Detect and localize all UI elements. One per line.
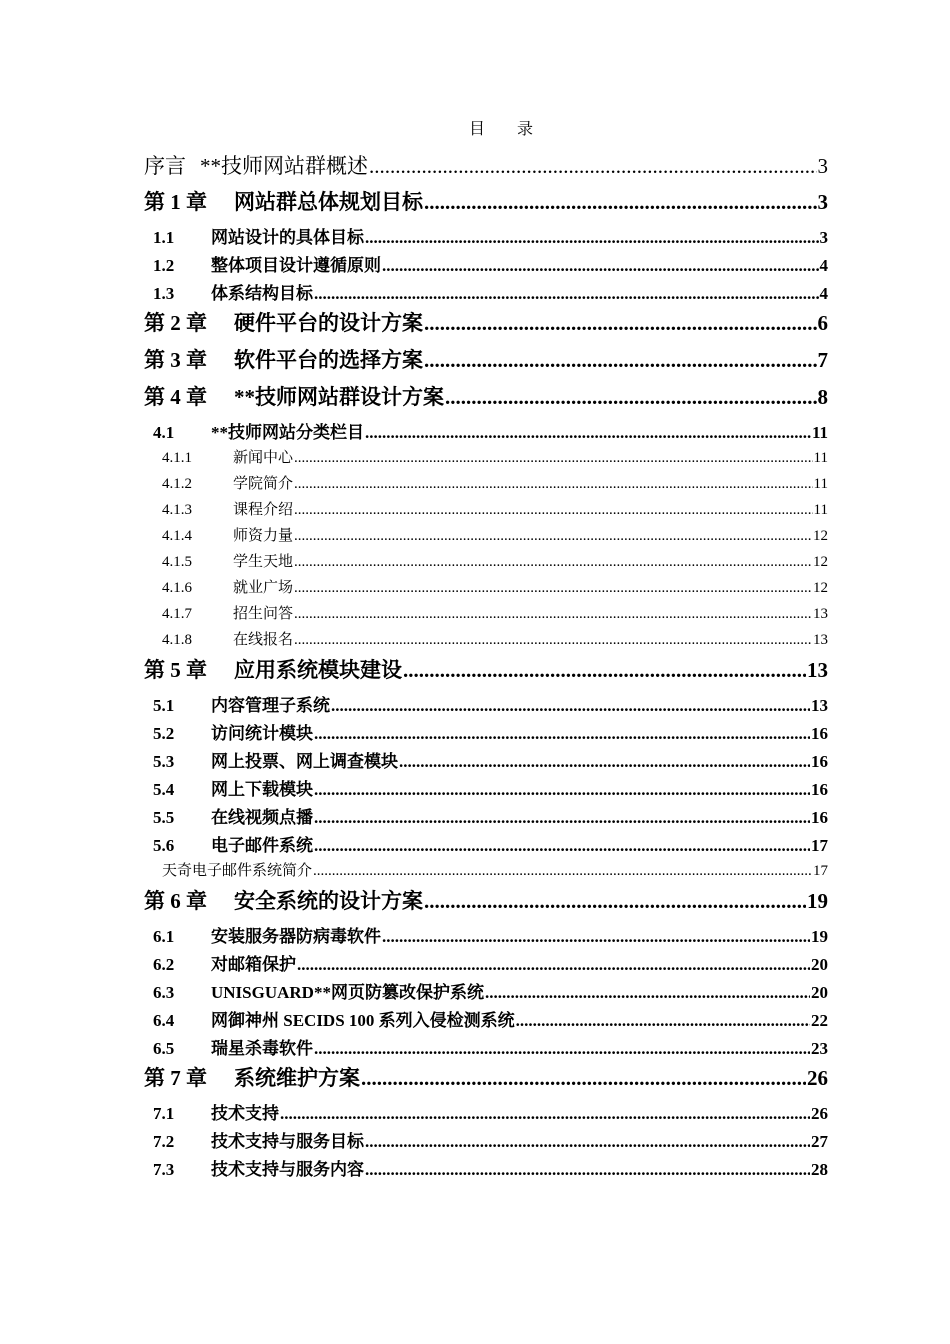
toc-entry-title: 内容管理子系统 (211, 696, 330, 715)
toc-entry-title: 师资力量 (233, 528, 294, 544)
toc-entry-title: **技师网站群设计方案 (234, 385, 444, 409)
toc-entry-title: 新闻中心 (233, 450, 294, 466)
toc-entry-number: 4.1.6 (162, 580, 192, 596)
toc-entry-number: 5.5 (153, 808, 175, 827)
toc-entry-title: 安装服务器防病毒软件 (211, 927, 381, 946)
dot-leader (314, 836, 810, 856)
toc-entry-number: 5.3 (153, 752, 175, 771)
toc-entry-page: 17 (813, 863, 828, 879)
toc-entry[interactable] (144, 628, 828, 654)
dot-leader (424, 311, 817, 336)
toc-entry-number: 第 1 章 (144, 190, 207, 214)
toc-entry-page: 13 (807, 658, 828, 682)
toc-entry-title: 应用系统模块建设 (234, 658, 402, 682)
toc-entry[interactable] (144, 381, 828, 418)
toc-entry-number: 5.2 (153, 724, 175, 743)
dot-leader (365, 228, 819, 248)
toc-entry-page: 12 (813, 554, 828, 570)
toc-entry-title: 安全系统的设计方案 (234, 889, 423, 913)
toc-entry-page: 8 (817, 385, 828, 409)
dot-leader (365, 1132, 810, 1152)
toc-entry[interactable] (144, 279, 828, 307)
toc-entry-page: 13 (813, 606, 828, 622)
toc-entry-number: 4.1.4 (162, 528, 192, 544)
toc-entry-page: 28 (811, 1160, 828, 1179)
toc-entry-title: 在线视频点播 (211, 808, 313, 827)
toc-entry-title: 在线报名 (233, 632, 294, 648)
dot-leader (294, 450, 813, 467)
toc-entry-title: 网站群总体规划目标 (234, 190, 423, 214)
toc-entry-page: 19 (811, 927, 828, 946)
toc-entry-page: 3 (817, 190, 828, 214)
toc-entry-title: 网站设计的具体目标 (211, 228, 364, 247)
toc-entry-number: 序言 (144, 154, 186, 178)
dot-leader (382, 927, 810, 947)
dot-leader (314, 724, 810, 744)
toc-entry-number: 5.6 (153, 836, 175, 855)
toc-entry-page: 11 (811, 423, 828, 442)
toc-entry-number: 第 7 章 (144, 1066, 207, 1090)
dot-leader (399, 752, 810, 772)
toc-entry-number: 5.1 (153, 696, 175, 715)
dot-leader (516, 1011, 810, 1031)
dot-leader (361, 1066, 806, 1091)
toc-entry[interactable] (144, 654, 828, 691)
toc-entry-page: 16 (811, 724, 828, 743)
dot-leader (331, 696, 810, 716)
toc-entry-page: 13 (813, 632, 828, 648)
dot-leader (314, 780, 810, 800)
toc-entry[interactable] (144, 691, 828, 719)
toc-entry-title: 网上下载模块 (211, 780, 313, 799)
toc-entry-number: 7.1 (153, 1104, 175, 1123)
toc-entry[interactable] (144, 950, 828, 978)
dot-leader (403, 658, 806, 683)
toc-entry-page: 11 (813, 476, 828, 492)
toc-entry-number: 4.1 (153, 423, 175, 442)
toc-entry-page: 3 (819, 228, 828, 247)
toc-entry-title: 瑞星杀毒软件 (211, 1039, 313, 1058)
dot-leader (314, 1039, 810, 1059)
toc-entry[interactable] (144, 1034, 828, 1062)
toc-entry[interactable] (144, 775, 828, 803)
toc-entry[interactable] (144, 150, 828, 186)
toc-entry-title: 学院简介 (233, 476, 294, 492)
toc-entry[interactable] (144, 498, 828, 524)
toc-entry[interactable] (144, 1062, 828, 1099)
toc-entry-number: 第 3 章 (144, 348, 207, 372)
toc-entry-page: 23 (811, 1039, 828, 1058)
dot-leader (445, 385, 817, 410)
toc-entry[interactable] (144, 344, 828, 381)
toc-entry-title: 技术支持与服务目标 (211, 1132, 364, 1151)
toc-entry-title: 网御神州 SECIDS 100 系列入侵检测系统 (211, 1011, 515, 1030)
toc-title: 目 录 (468, 121, 547, 138)
toc-entry-title: UNISGUARD**网页防篡改保护系统 (211, 983, 484, 1002)
toc-entry[interactable] (144, 1099, 828, 1127)
toc-entry-number: 6.4 (153, 1011, 175, 1030)
toc-entry-number: 5.4 (153, 780, 175, 799)
toc-entry-page: 3 (817, 154, 828, 178)
toc-entry[interactable] (144, 524, 828, 550)
toc-entry[interactable] (144, 922, 828, 950)
toc-entry-page: 7 (817, 348, 828, 372)
dot-leader (424, 190, 817, 215)
toc-entry[interactable] (144, 1006, 828, 1034)
toc-entry-number: 6.1 (153, 927, 175, 946)
toc-entry[interactable] (144, 223, 828, 251)
toc-entry-number: 6.3 (153, 983, 175, 1002)
toc-entry-number: 6.2 (153, 955, 175, 974)
toc-entry-page: 13 (811, 696, 828, 715)
toc-entry-page: 26 (811, 1104, 828, 1123)
toc-entry-title: 学生天地 (233, 554, 294, 570)
dot-leader (424, 889, 806, 914)
toc-entry-page: 22 (811, 1011, 828, 1030)
toc-entry[interactable] (144, 418, 828, 446)
toc-entry-page: 20 (811, 983, 828, 1002)
toc-entry[interactable] (144, 831, 828, 859)
toc-entry[interactable] (144, 1127, 828, 1155)
toc-entry-number: 4.1.1 (162, 450, 192, 466)
toc-entry-page: 12 (813, 580, 828, 596)
toc-entry-title: **技师网站群概述 (200, 154, 368, 178)
toc-entry[interactable] (144, 576, 828, 602)
dot-leader (365, 1160, 810, 1180)
toc-entry-title: 就业广场 (233, 580, 294, 596)
toc-entry-number: 4.1.8 (162, 632, 192, 648)
toc-entry-page: 16 (811, 780, 828, 799)
toc-entry[interactable] (144, 602, 828, 628)
toc-entry-title: 访问统计模块 (211, 724, 313, 743)
toc-entry-number: 1.3 (153, 284, 175, 303)
dot-leader (314, 808, 810, 828)
toc-entry-page: 16 (811, 752, 828, 771)
toc-entry-page: 12 (813, 528, 828, 544)
toc-entry-title: 天奇电子邮件系统简介 (162, 863, 313, 879)
toc-entry-number: 7.3 (153, 1160, 175, 1179)
toc-entry-number: 4.1.7 (162, 606, 192, 622)
toc-entry-page: 17 (811, 836, 828, 855)
toc-entry-title: 课程介绍 (233, 502, 294, 518)
dot-leader (294, 554, 812, 571)
toc-entry-title: 软件平台的选择方案 (234, 348, 423, 372)
toc-entry-title: 技术支持与服务内容 (211, 1160, 364, 1179)
toc-entry-number: 4.1.5 (162, 554, 192, 570)
toc-entry-number: 1.2 (153, 256, 175, 275)
toc-entry-number: 6.5 (153, 1039, 175, 1058)
toc-entry-title: **技师网站分类栏目 (211, 423, 364, 442)
dot-leader (485, 983, 810, 1003)
dot-leader (365, 423, 811, 443)
toc-entry[interactable] (144, 472, 828, 498)
toc-entry[interactable] (144, 859, 828, 885)
toc-entry-number: 第 4 章 (144, 385, 207, 409)
toc-entry-page: 4 (819, 256, 828, 275)
toc-entry-page: 20 (811, 955, 828, 974)
toc-entry-page: 16 (811, 808, 828, 827)
toc-entry-title: 电子邮件系统 (211, 836, 313, 855)
toc-entry-number: 7.2 (153, 1132, 175, 1151)
toc-entry[interactable] (144, 251, 828, 279)
toc-entry[interactable] (144, 186, 828, 223)
toc-entry-number: 4.1.3 (162, 502, 192, 518)
dot-leader (294, 580, 812, 597)
toc-entry[interactable] (144, 1155, 828, 1183)
dot-leader (294, 606, 812, 623)
dot-leader (424, 348, 817, 373)
toc-entry[interactable] (144, 307, 828, 344)
toc-entry-number: 第 6 章 (144, 889, 207, 913)
toc-entry-page: 4 (819, 284, 828, 303)
dot-leader (294, 528, 812, 545)
dot-leader (294, 632, 812, 649)
toc-entry-page: 6 (817, 311, 828, 335)
toc-entry[interactable] (144, 446, 828, 472)
toc-entry-page: 27 (811, 1132, 828, 1151)
toc-entry-title: 硬件平台的设计方案 (234, 311, 423, 335)
toc-entry-title: 系统维护方案 (234, 1066, 360, 1090)
toc-entry-title: 招生问答 (233, 606, 294, 622)
toc-entry-page: 19 (807, 889, 828, 913)
dot-leader (280, 1104, 810, 1124)
table-of-contents (144, 150, 828, 1183)
toc-entry-page: 11 (813, 450, 828, 466)
toc-entry[interactable] (144, 803, 828, 831)
toc-entry-number: 第 2 章 (144, 311, 207, 335)
toc-entry-title: 体系结构目标 (211, 284, 313, 303)
toc-entry-title: 对邮箱保护 (211, 955, 296, 974)
toc-entry[interactable] (144, 885, 828, 922)
toc-entry-title: 网上投票、网上调查模块 (211, 752, 398, 771)
dot-leader (314, 284, 819, 304)
toc-entry[interactable] (144, 550, 828, 576)
dot-leader (313, 863, 812, 880)
toc-entry-page: 26 (807, 1066, 828, 1090)
dot-leader (297, 955, 810, 975)
toc-entry-number: 4.1.2 (162, 476, 192, 492)
toc-entry-page: 11 (813, 502, 828, 518)
dot-leader (382, 256, 819, 276)
toc-entry[interactable] (144, 747, 828, 775)
dot-leader (294, 502, 813, 519)
toc-entry-title: 技术支持 (211, 1104, 279, 1123)
toc-entry[interactable] (144, 719, 828, 747)
toc-entry-number: 1.1 (153, 228, 175, 247)
toc-entry-number: 第 5 章 (144, 658, 207, 682)
toc-entry-title: 整体项目设计遵循原则 (211, 256, 381, 275)
toc-entry[interactable] (144, 978, 828, 1006)
dot-leader (294, 476, 813, 493)
dot-leader (369, 154, 817, 179)
